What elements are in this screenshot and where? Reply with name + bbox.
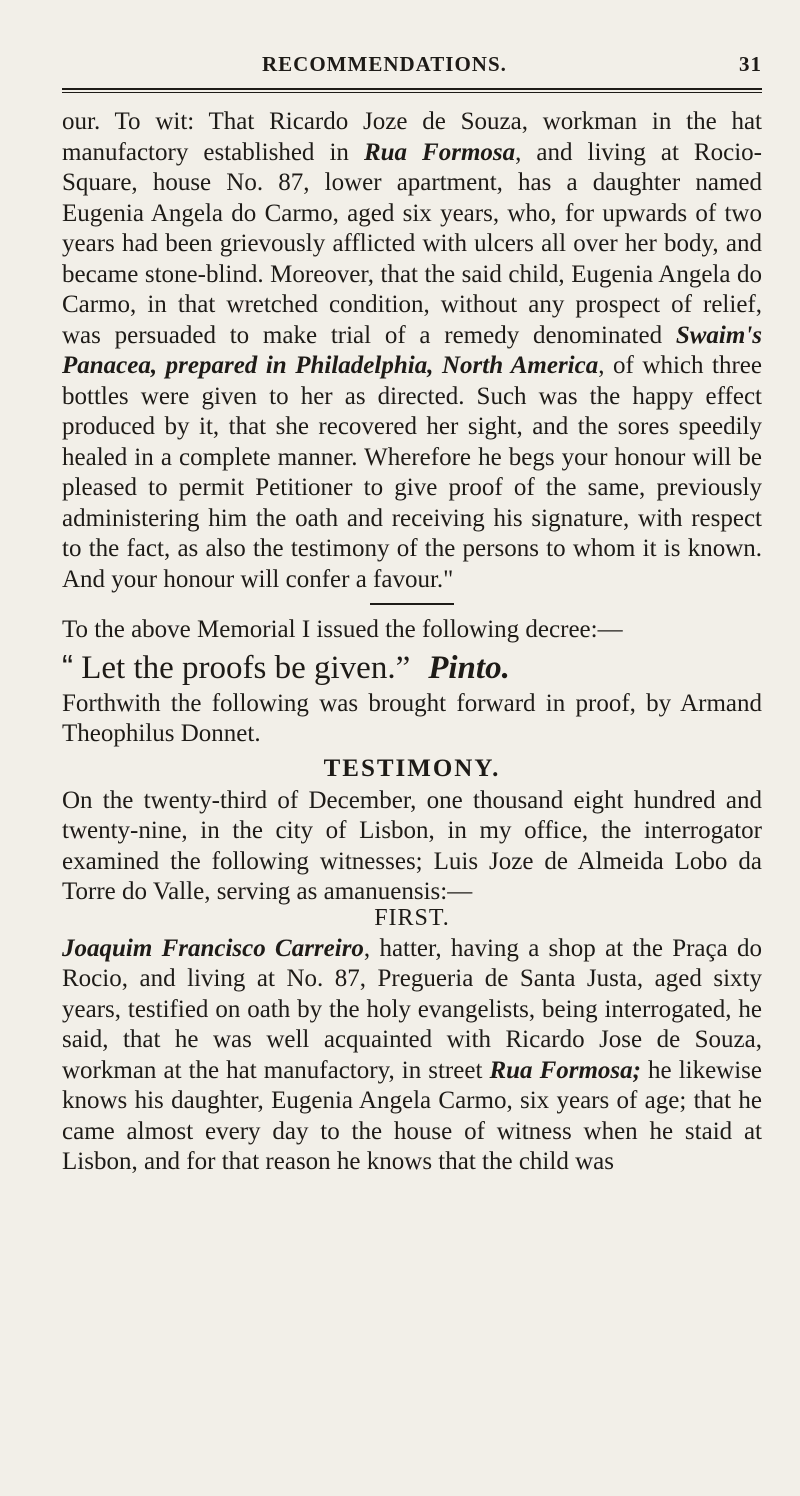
page <box>62 52 762 1178</box>
running-head <box>62 52 762 86</box>
memorial-text-1: our. To wit: That Ricardo Joze de Souza, workman in the hat manufactory established in <box>62 108 762 166</box>
page-number: 31 <box>739 52 762 76</box>
memorial-remedy: Swaim's Panacea, prepared in Philadelphia, North America <box>62 321 762 379</box>
witness-text-2: he likewise knows his daughter, Eugenia Angela Carmo, six years of age; that he came almost every day to the house of witness when he staid at Lisbon, and for that reason he knows that the child was <box>62 1056 763 1175</box>
decree-signer: Pinto. <box>428 649 510 686</box>
first-witness-heading: FIRST. <box>374 904 450 931</box>
header-rule-thick <box>62 88 762 90</box>
witness-name: Joaquim Francisco Carreiro <box>62 934 364 962</box>
decree-open-quote: “ <box>62 647 73 685</box>
first-witness-paragraph <box>62 934 762 1178</box>
witness-street: Rua Formosa; <box>489 1056 641 1084</box>
running-head-title: RECOMMENDATIONS. <box>262 52 507 76</box>
header-rule-thin <box>62 92 762 93</box>
section-divider <box>370 603 454 605</box>
memorial-text-3: , of which three bottles were given to her as directed. Such was the happy effect produced by it, that she recovered her sight, and the sores speedily healed in a complete manner. Wherefore he begs your honour will be pleased to permit Petitioner to give proof of the same, previously administering him the oath and receiving his signature, with respect to the fact, as also the testimony of the persons to whom it is known. And your honour will confer a favour." <box>62 352 762 593</box>
memorial-text-2: , and living at Rocio-Square, house No. 87, lower apartment, has a daughter named Eugenia Angela do Carmo, aged six years, who, for upwards of two years had been grievously afflicted with ulcers all over her body, and became stone-blind. Moreover, that the said child, Eugenia Angela do Carmo, in that wretched condition, without any prospect of relief, was persuaded to make trial of a remedy denominated <box>62 138 762 349</box>
memorial-paragraph <box>62 107 762 595</box>
memorial-place: Rua Formosa <box>363 138 516 166</box>
testimony-paragraph: On the twenty-third of December, one thousand eight hundred and twenty-nine, in the city of Lisbon, in my office, the interrogator examined the following witnesses; Luis Joze de Almeida Lobo da Torre do Valle, serving as amanuensis:— <box>62 786 762 905</box>
testimony-heading: TESTIMONY. <box>323 754 501 782</box>
proof-intro: Forthwith the following was brought forward in proof, by Armand Theophilus Donnet. <box>62 689 762 747</box>
decree-text: Let the proofs be given.” <box>73 649 411 686</box>
decree-intro: To the above Memorial I issued the following decree:— <box>62 616 623 643</box>
decree-line <box>62 646 762 689</box>
witness-text-1: , hatter, having a shop at the Praça do Rocio, and living at No. 87, Pregueria de Santa Justa, aged sixty years, testified on oath by the holy evangelists, being interrogated, he said, that he was well acquainted with Ricardo Jose de Souza, workman at the hat manufactory, in street <box>62 934 762 1084</box>
